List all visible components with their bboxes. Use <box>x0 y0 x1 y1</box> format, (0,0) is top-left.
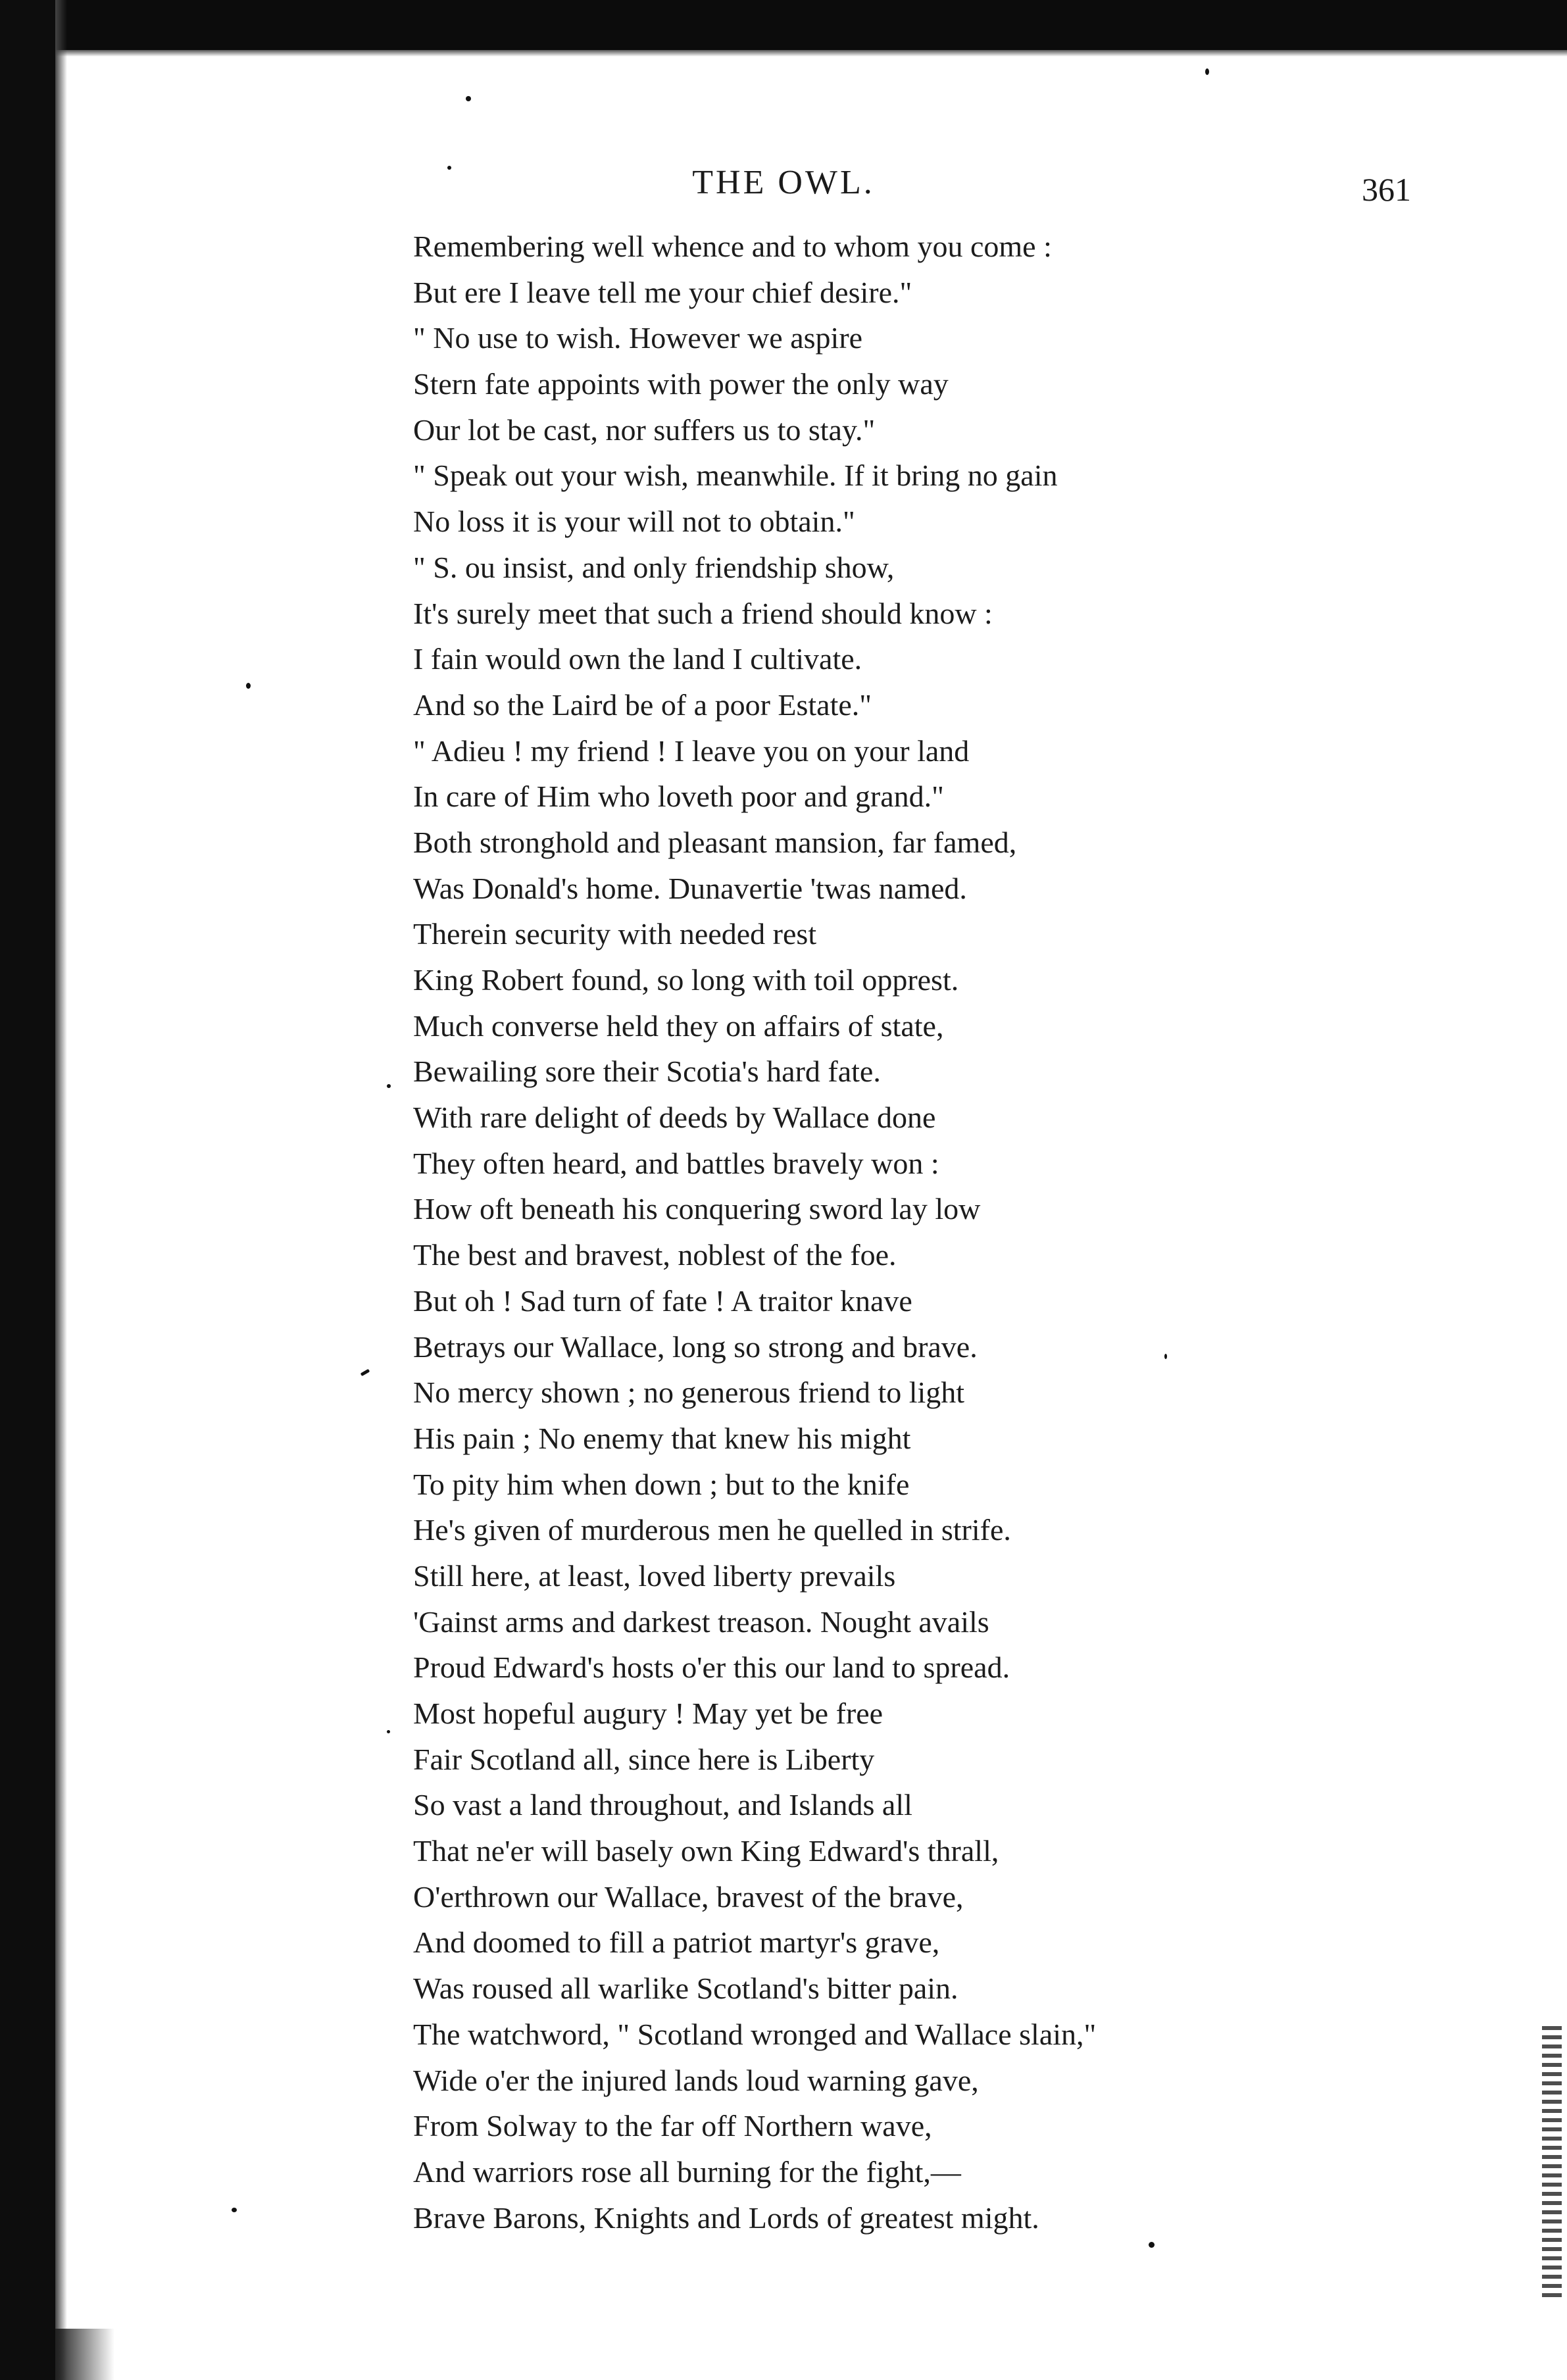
poem-line: And warriors rose all burning for the fight,— <box>413 2154 961 2189</box>
poem-line: So vast a land throughout, and Islands all <box>413 1788 912 1822</box>
scan-speck <box>387 1730 390 1733</box>
poem-line: " Speak out your wish, meanwhile. If it bring no gain <box>413 459 1058 493</box>
poem-line: Bewailing sore their Scotia's hard fate. <box>413 1054 881 1089</box>
poem-line: And so the Laird be of a poor Estate." <box>413 687 872 722</box>
poem-line: He's given of murderous men he quelled in strife. <box>413 1513 1011 1547</box>
poem-line: 'Gainst arms and darkest treason. Nought avails <box>413 1604 989 1639</box>
poem-line: They often heard, and battles bravely won : <box>413 1146 939 1180</box>
poem-line: That ne'er will basely own King Edward's thrall, <box>413 1834 999 1868</box>
poem-line: Both stronghold and pleasant mansion, far famed, <box>413 825 1017 859</box>
poem-line: Proud Edward's hosts o'er this our land to spread. <box>413 1650 1010 1685</box>
scan-speck <box>466 96 471 101</box>
poem-line: O'erthrown our Wallace, bravest of the brave, <box>413 1879 964 1914</box>
poem-line: The watchword, " Scotland wronged and Wallace slain," <box>413 2017 1097 2051</box>
poem-line: In care of Him who loveth poor and grand." <box>413 780 944 814</box>
poem-line: Betrays our Wallace, long so strong and brave. <box>413 1329 978 1364</box>
poem-line: From Solway to the far off Northern wave, <box>413 2109 932 2143</box>
scan-top-border <box>46 0 1567 50</box>
poem-line: It's surely meet that such a friend should know : <box>413 596 993 630</box>
scan-speck <box>232 2208 237 2212</box>
poem-line: Our lot be cast, nor suffers us to stay." <box>413 412 876 447</box>
poem-line: Still here, at least, loved liberty prevails <box>413 1558 896 1593</box>
poem-line: But oh ! Sad turn of fate ! A traitor knave <box>413 1283 912 1318</box>
poem-line: King Robert found, so long with toil opprest. <box>413 963 959 997</box>
page-number: 361 <box>1362 171 1411 208</box>
poem-line: Brave Barons, Knights and Lords of greatest might. <box>413 2200 1039 2235</box>
scan-speck <box>246 683 251 689</box>
scan-speck <box>1205 68 1209 75</box>
poem-line: Much converse held they on affairs of state, <box>413 1008 944 1043</box>
scan-speck <box>1149 2242 1155 2248</box>
poem-line: Therein security with needed rest <box>413 917 817 951</box>
scan-smudge <box>55 2329 114 2380</box>
poem-line: Fair Scotland all, since here is Liberty <box>413 1742 875 1776</box>
poem-line: Most hopeful augury ! May yet be free <box>413 1697 883 1730</box>
poem-line: Wide o'er the injured lands loud warning gave, <box>413 2063 979 2097</box>
poem-line: Remembering well whence and to whom you come : <box>413 230 1052 263</box>
scan-right-edge-noise <box>1542 2026 1562 2302</box>
poem-line: The best and bravest, noblest of the foe. <box>413 1238 897 1272</box>
poem-line: " S. ou insist, and only friendship show, <box>413 550 895 584</box>
poem-line: Was roused all warlike Scotland's bitter pain. <box>413 1971 958 2006</box>
poem-line: Stern fate appoints with power the only way <box>413 367 949 401</box>
poem-line: Was Donald's home. Dunavertie 'twas named. <box>413 871 967 905</box>
poem-line: " Adieu ! my friend ! I leave you on your land <box>413 733 970 768</box>
poem-line: No loss it is your will not to obtain." <box>413 505 855 539</box>
poem-line: His pain ; No enemy that knew his might <box>413 1421 911 1455</box>
scan-top-shadow <box>46 50 1567 57</box>
running-head: THE OWL. <box>692 164 875 201</box>
poem-line: To pity him when down ; but to the knife <box>413 1467 910 1501</box>
poem-line: I fain would own the land I cultivate. <box>413 642 862 676</box>
scan-gutter-edge <box>55 0 67 2380</box>
scan-speck <box>387 1084 391 1088</box>
poem-line: With rare delight of deeds by Wallace done <box>413 1101 936 1135</box>
poem-line: How oft beneath his conquering sword lay low <box>413 1192 981 1226</box>
poem-text <box>413 224 1531 2241</box>
poem-line: But ere I leave tell me your chief desire." <box>413 275 912 309</box>
poem-line: " No use to wish. However we aspire <box>413 321 863 355</box>
poem-line: And doomed to fill a patriot martyr's grave, <box>413 1925 940 1960</box>
scan-speck <box>361 1369 370 1376</box>
poem-line: No mercy shown ; no generous friend to light <box>413 1376 965 1410</box>
scan-left-gutter <box>0 0 55 2380</box>
